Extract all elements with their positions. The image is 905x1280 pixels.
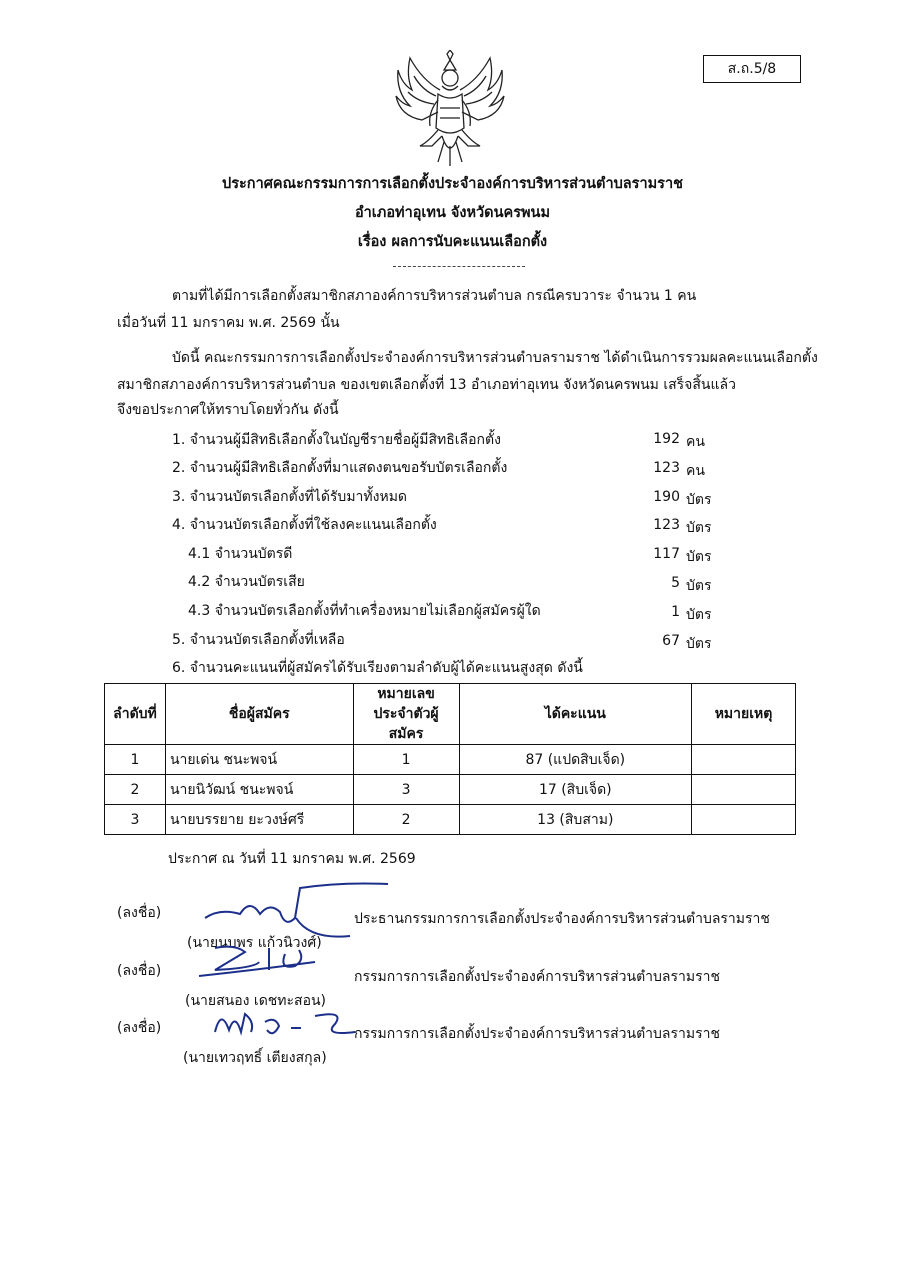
row-candidate-number: 3 xyxy=(353,775,459,805)
row-rank: 1 xyxy=(105,745,166,775)
row-rank: 3 xyxy=(105,805,166,835)
intro-paragraph-2-line-1: บัดนี้ คณะกรรมการการเลือกตั้งประจำองค์การบริหารส่วนตำบลรามราช ได้ดำเนินการรวมผลคะแนนเลือกตั้ง xyxy=(172,350,818,366)
results-table xyxy=(104,683,796,835)
row-candidate-number: 2 xyxy=(353,805,459,835)
item-invalid-ballots-value: 5 xyxy=(671,575,680,591)
item-eligible-voters-label: 1. จำนวนผู้มีสิทธิเลือกตั้งในบัญชีรายชื่อผู้มีสิทธิเลือกตั้ง xyxy=(172,432,501,448)
item-remaining-ballots-label: 5. จำนวนบัตรเลือกตั้งที่เหลือ xyxy=(172,632,345,648)
signature-2-label: (ลงชื่อ) xyxy=(117,963,162,979)
intro-paragraph-1-line-2: เมื่อวันที่ 11 มกราคม พ.ศ. 2569 นั้น xyxy=(117,315,340,331)
header-remark: หมายเหตุ xyxy=(692,684,796,745)
item-invalid-ballots-label: 4.2 จำนวนบัตรเสีย xyxy=(188,574,305,590)
table-header-row xyxy=(105,684,796,745)
signature-2-position: กรรมการการเลือกตั้งประจำองค์การบริหารส่วนตำบลรามราช xyxy=(354,969,720,985)
signature-1-position: ประธานกรรมการการเลือกตั้งประจำองค์การบริหารส่วนตำบลรามราช xyxy=(354,911,770,927)
row-score: 17 (สิบเจ็ด) xyxy=(459,775,692,805)
form-code-box xyxy=(703,55,801,83)
row-rank: 2 xyxy=(105,775,166,805)
table-row xyxy=(105,775,796,805)
heading-divider xyxy=(393,266,525,267)
row-candidate-name: นายเด่น ชนะพจน์ xyxy=(165,745,353,775)
item-remaining-ballots-unit: บัตร xyxy=(686,636,712,652)
header-candidate-number-line-1: หมายเลข xyxy=(377,686,435,702)
item-no-vote-ballots-label: 4.3 จำนวนบัตรเลือกตั้งที่ทำเครื่องหมายไม่เลือกผู้สมัครผู้ใด xyxy=(188,603,541,619)
row-remark xyxy=(692,775,796,805)
row-score: 87 (แปดสิบเจ็ด) xyxy=(459,745,692,775)
item-ballots-used-value: 123 xyxy=(653,517,680,533)
row-score: 13 (สิบสาม) xyxy=(459,805,692,835)
signature-1-label: (ลงชื่อ) xyxy=(117,905,162,921)
item-valid-ballots-unit: บัตร xyxy=(686,549,712,565)
item-valid-ballots-value: 117 xyxy=(653,546,680,562)
item-remaining-ballots-value: 67 xyxy=(662,633,680,649)
row-candidate-name: นายบรรยาย ยะวงษ์ศรี xyxy=(165,805,353,835)
signature-3-name: (นายเทวฤทธิ์ เตียงสกุล) xyxy=(183,1050,327,1066)
item-candidate-scores-label: 6. จำนวนคะแนนที่ผู้สมัครได้รับเรียงตามลำดับผู้ได้คะแนนสูงสุด ดังนี้ xyxy=(172,660,583,676)
signature-2-handwriting xyxy=(195,940,365,990)
table-row xyxy=(105,745,796,775)
header-candidate-number-line-2: ประจำตัวผู้สมัคร xyxy=(373,706,439,742)
signature-3-handwriting xyxy=(205,1002,370,1052)
item-voters-present-value: 123 xyxy=(653,460,680,476)
item-valid-ballots-label: 4.1 จำนวนบัตรดี xyxy=(188,546,293,562)
row-remark xyxy=(692,805,796,835)
header-candidate-number xyxy=(353,684,459,745)
item-ballots-received-label: 3. จำนวนบัตรเลือกตั้งที่ได้รับมาทั้งหมด xyxy=(172,489,408,505)
announcement-date: ประกาศ ณ วันที่ 11 มกราคม พ.ศ. 2569 xyxy=(168,851,416,867)
item-eligible-voters-unit: คน xyxy=(686,434,705,450)
header-candidate-name: ชื่อผู้สมัคร xyxy=(165,684,353,745)
garuda-emblem-icon xyxy=(392,50,508,168)
intro-paragraph-2-line-2: สมาชิกสภาองค์การบริหารส่วนตำบล ของเขตเลือกตั้งที่ 13 อำเภอท่าอุเทน จังหวัดนครพนม เสร็จสิ้นแล้ว xyxy=(117,377,736,393)
row-remark xyxy=(692,745,796,775)
table-row xyxy=(105,805,796,835)
signature-3-position: กรรมการการเลือกตั้งประจำองค์การบริหารส่วนตำบลรามราช xyxy=(354,1026,720,1042)
item-voters-present-unit: คน xyxy=(686,463,705,479)
item-eligible-voters-value: 192 xyxy=(653,431,680,447)
intro-paragraph-1-line-1: ตามที่ได้มีการเลือกตั้งสมาชิกสภาองค์การบริหารส่วนตำบล กรณีครบวาระ จำนวน 1 คน xyxy=(172,288,697,304)
item-no-vote-ballots-value: 1 xyxy=(671,604,680,620)
header-rank: ลำดับที่ xyxy=(105,684,166,745)
district-province: อำเภอท่าอุเทน จังหวัดนครพนม xyxy=(354,205,551,221)
intro-paragraph-2-line-3: จึงขอประกาศให้ทราบโดยทั่วกัน ดังนี้ xyxy=(117,402,339,418)
item-ballots-used-unit: บัตร xyxy=(686,520,712,536)
subject-line: เรื่อง ผลการนับคะแนนเลือกตั้ง xyxy=(357,234,548,250)
item-ballots-received-value: 190 xyxy=(653,489,680,505)
item-voters-present-label: 2. จำนวนผู้มีสิทธิเลือกตั้งที่มาแสดงตนขอรับบัตรเลือกตั้ง xyxy=(172,460,508,476)
header-score: ได้คะแนน xyxy=(459,684,692,745)
row-candidate-number: 1 xyxy=(353,745,459,775)
signature-3-label: (ลงชื่อ) xyxy=(117,1020,162,1036)
item-no-vote-ballots-unit: บัตร xyxy=(686,607,712,623)
signature-1-name: (นายนบพร แก้วนิวงศ์) xyxy=(187,935,322,951)
row-candidate-name: นายนิวัฒน์ ชนะพจน์ xyxy=(165,775,353,805)
item-ballots-received-unit: บัตร xyxy=(686,492,712,508)
form-code: ส.ถ.5/8 xyxy=(727,61,777,77)
item-ballots-used-label: 4. จำนวนบัตรเลือกตั้งที่ใช้ลงคะแนนเลือกตั้ง xyxy=(172,517,437,533)
signature-2-name: (นายสนอง เดชทะสอน) xyxy=(185,993,327,1009)
item-invalid-ballots-unit: บัตร xyxy=(686,578,712,594)
announcement-title: ประกาศคณะกรรมการการเลือกตั้งประจำองค์การบริหารส่วนตำบลรามราช xyxy=(222,176,683,192)
